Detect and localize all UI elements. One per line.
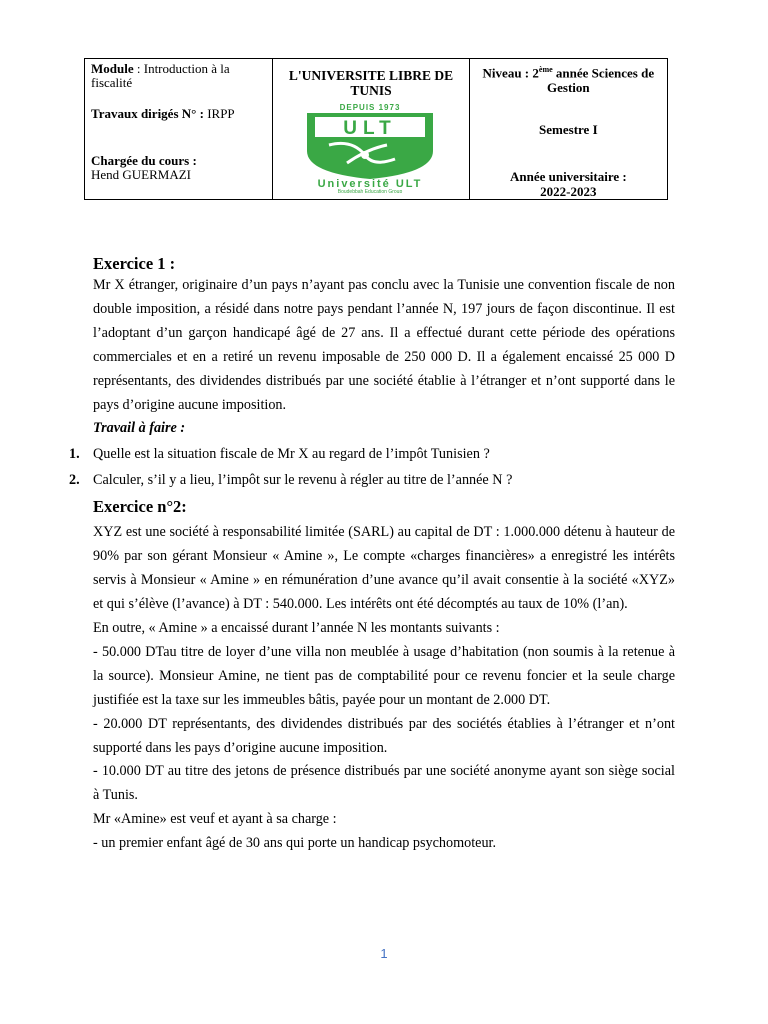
annee-universitaire (470, 169, 667, 199)
page-number: 1 (380, 946, 388, 961)
module-value: : Introduction à la fiscalité (91, 61, 230, 90)
exercise2-paragraph: - 50.000 DTau titre de loyer d’une villa non meublée à usage d’habitation (non soumis à la retenue à la source). Monsieur Amine, ne tient pas de comptabilité pour ce revenu foncier et la seule charge justifiée est la taxe sur les immeubles bâtis, payée pour un montant de 2.000 DT. (93, 643, 675, 708)
header-table (84, 58, 668, 200)
university-logo (277, 101, 463, 193)
module-label: Module (91, 61, 134, 76)
annee-value: 2022-2023 (540, 184, 597, 199)
niveau-line (476, 62, 661, 95)
logo-bottom-text: Université ULT (317, 178, 423, 190)
exercise2-paragraph: Mr «Amine» est veuf et ayant à sa charge : (93, 811, 337, 828)
niveau-label: Niveau : 2 (482, 65, 539, 81)
exercise2-title: Exercice n°2: (93, 497, 187, 517)
chargee-label: Chargée du cours : (91, 153, 197, 168)
semestre: Semestre I (539, 122, 598, 137)
niveau-sup: ème (538, 65, 553, 74)
question-text: Quelle est la situation fiscale de Mr X au regard de l’impôt Tunisien ? (93, 446, 490, 463)
chargee-name: Hend GUERMAZI (91, 167, 192, 182)
ult-logo-icon (277, 101, 463, 193)
exercise1-title: Exercice 1 : (93, 254, 176, 273)
module-line (91, 62, 268, 90)
document-body (69, 254, 675, 856)
logo-tagline: Boudebbah Education Group (338, 189, 403, 193)
chargee-line (91, 154, 268, 182)
exercise2-paragraph: En outre, « Amine » a encaissé durant l’année N les montants suivants : (93, 619, 500, 636)
td-line (91, 107, 268, 121)
course-info-cell (85, 59, 272, 199)
level-info-cell (469, 59, 667, 199)
exercise2-paragraph: - un premier enfant âgé de 30 ans qui porte un handicap psychomoteur. (93, 835, 497, 852)
exercise2-paragraph: - 10.000 DT au titre des jetons de présence distribués par une société anonyme ayant son siège social à Tunis. (93, 763, 675, 804)
annee-label: Année universitaire : (509, 169, 627, 184)
logo-letters: ULT (343, 118, 398, 139)
exercise2-paragraph: XYZ est une société à responsabilité limitée (SARL) au capital de DT : 1.000.000 détenu à hauteur de 90% par son gérant Monsieur « Amine », Le compte «charges financières» a enregistré les intérêts servis à Monsieur « Amine » en rémunération d’une avance qu’il avait consentie à la société «XYZ» et qui s’élève (l’avance) à DT : 540.000. Les intérêts ont été décomptés au taux de 10% (l’an). (93, 524, 675, 613)
question-text: Calculer, s’il y a lieu, l’impôt sur le revenu à régler au titre de l’année N ? (93, 472, 513, 489)
university-cell (272, 59, 468, 199)
question-number: 1. (69, 446, 80, 463)
university-name: L'UNIVERSITE LIBRE DE TUNIS (288, 68, 454, 98)
niveau-rest: année Sciences de Gestion (547, 65, 655, 96)
question-item (69, 467, 675, 493)
question-item (69, 441, 675, 467)
question-number: 2. (69, 472, 80, 489)
exercise1-questions (69, 441, 675, 493)
td-label: Travaux dirigés N° : (91, 106, 208, 121)
logo-top-text: DEPUIS 1973 (339, 103, 401, 112)
exercise1-paragraph: Mr X étranger, originaire d’un pays n’ayant pas conclu avec la Tunisie une convention fiscale de non double imposition, a résidé dans notre pays pendant l’année N, 197 jours de façon discontinue. Il est l’adoptant d’un garçon handicapé âgé de 27 ans. Il a effectué durant cette période des opérations commerciales et en a retiré un revenu imposable de 250 000 D. Il a également encaissé 25 000 D représentants, des dividendes distribués par une société établie à l’étranger et n’ont supporté dans le pays d’origine aucune imposition. (93, 277, 675, 413)
exercise1-travail: Travail à faire : (93, 420, 186, 437)
td-value: IRPP (207, 106, 235, 121)
exercise2-paragraph: - 20.000 DT représentants, des dividendes distribués par des sociétés établies à l’étranger et n’ont supporté dans les pays d’origine aucune imposition. (93, 715, 675, 756)
